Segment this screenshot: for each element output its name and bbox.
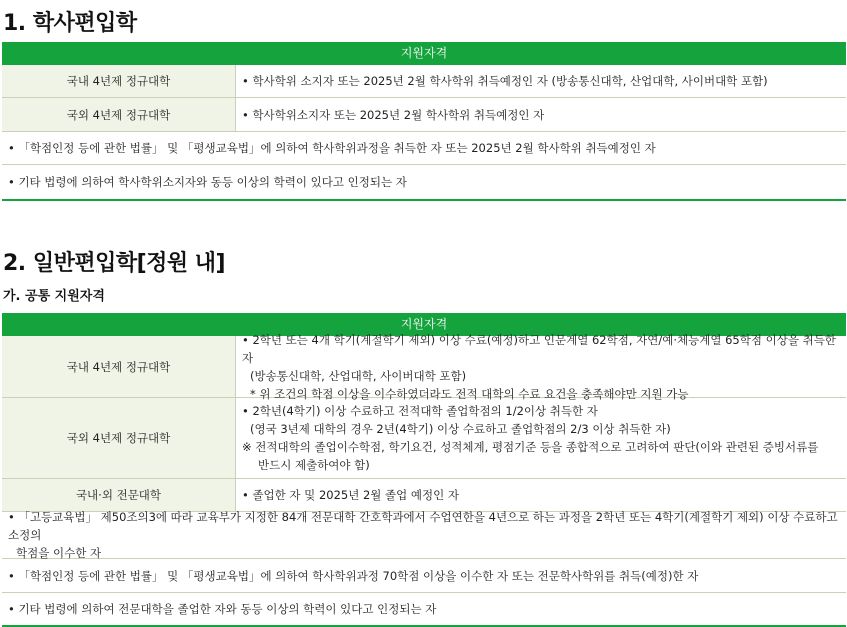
section1-table bbox=[2, 42, 846, 201]
row-line: • 2학년 또는 4개 학기(계절학기 제외) 이상 수료(예정)하고 인문계열 62학점, 자연/예·체능계열 65학점 이상을 취득한 자 bbox=[242, 332, 836, 365]
note-row bbox=[2, 593, 846, 627]
note-row bbox=[2, 165, 846, 201]
row-value bbox=[236, 479, 846, 511]
note-line: • 「고등교육법」 제50조의3에 따라 교육부가 지정한 84개 전문대학 간호학과에서 수업연한을 4년으로 하는 과정을 2학년 또는 4학기(계절학기 제외) 이상 수료하고 소정의 bbox=[8, 510, 838, 542]
note-text: • 「학점인정 등에 관한 법률」 및 「평생교육법」에 의하여 학사학위과정을 취득한 자 또는 2025년 2월 학사학위 취득예정인 자 bbox=[8, 141, 656, 155]
note-line: • 「학점인정 등에 관한 법률」 및 「평생교육법」에 의하여 학사학위과정 70학점 이상을 이수한 자 또는 전문학사학위를 취득(예정)한 자 bbox=[8, 568, 699, 583]
row-label: 국외 4년제 정규대학 bbox=[2, 398, 236, 478]
row-value bbox=[236, 398, 846, 478]
section1-title: 1. 학사편입학 bbox=[3, 11, 137, 36]
section2-subtitle: 가. 공통 지원자격 bbox=[3, 289, 105, 304]
row-line: * 위 조건의 학점 이상을 이수하였더라도 전적 대학의 수료 요건을 충족해야만 지원 가능 bbox=[250, 386, 689, 401]
row-value: • 학사학위소지자 또는 2025년 2월 학사학위 취득예정인 자 bbox=[242, 107, 545, 122]
row-label: 국외 4년제 정규대학 bbox=[2, 98, 236, 131]
row-label: 국내·외 전문대학 bbox=[2, 479, 236, 511]
note-row bbox=[2, 132, 846, 165]
row-label: 국내 4년제 정규대학 bbox=[2, 65, 236, 97]
section2-title: 2. 일반편입학[정원 내] bbox=[3, 251, 226, 276]
section2-table-header: 지원자격 bbox=[2, 313, 846, 336]
row-line: • 2학년(4학기) 이상 수료하고 전적대학 졸업학점의 1/2이상 취득한 자 bbox=[242, 404, 598, 418]
table-row bbox=[2, 98, 846, 132]
row-value: • 학사학위 소지자 또는 2025년 2월 학사학위 취득예정인 자 (방송통신대학, 산업대학, 사이버대학 포함) bbox=[242, 74, 768, 88]
row-line: (방송통신대학, 산업대학, 사이버대학 포함) bbox=[250, 368, 467, 383]
table-row bbox=[2, 65, 846, 98]
row-line: ※ 전적대학의 졸업이수학점, 학기요건, 성적체계, 평점기준 등을 종합적으로 고려하여 판단(이와 관련된 증빙서류를 bbox=[242, 440, 819, 454]
row-line: (영국 3년제 대학의 경우 2년(4학기) 이상 수료하고 졸업학점의 2/3 이상 취득한 자) bbox=[250, 422, 671, 436]
note-text: • 기타 법령에 의하여 학사학위소지자와 동등 이상의 학력이 있다고 인정되는 자 bbox=[8, 175, 407, 189]
table-row bbox=[2, 398, 846, 479]
note-row bbox=[2, 512, 846, 559]
note-line: 학점을 이수한 자 bbox=[16, 546, 102, 560]
section2-table bbox=[2, 313, 846, 627]
row-line: • 졸업한 자 및 2025년 2월 졸업 예정인 자 bbox=[242, 488, 460, 502]
row-label: 국내 4년제 정규대학 bbox=[2, 336, 236, 397]
row-value bbox=[236, 332, 846, 401]
row-line: 반드시 제출하여야 함) bbox=[258, 458, 370, 472]
note-line: • 기타 법령에 의하여 전문대학을 졸업한 자와 동등 이상의 학력이 있다고 인정되는 자 bbox=[8, 602, 437, 616]
note-row bbox=[2, 559, 846, 593]
section1-table-header: 지원자격 bbox=[2, 42, 846, 65]
table-row bbox=[2, 332, 846, 401]
